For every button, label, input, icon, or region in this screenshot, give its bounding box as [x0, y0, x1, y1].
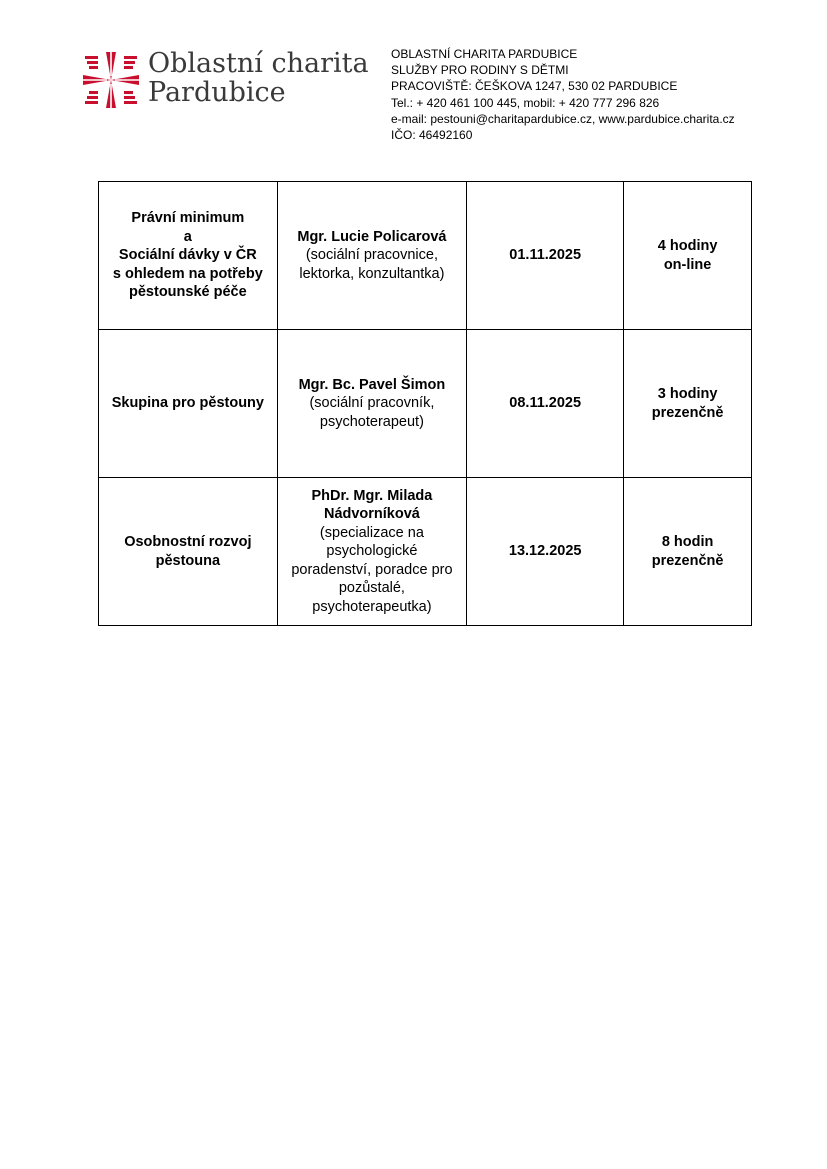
topic-line: Sociální dávky v ČR	[118, 247, 257, 264]
contact-line: PRACOVIŠTĚ: ČEŠKOVA 1247, 530 02 PARDUBICE	[391, 79, 678, 94]
date-cell: 01.11.2025	[467, 182, 624, 330]
topic-line: Právní minimum	[131, 210, 245, 227]
topic-cell	[99, 330, 278, 478]
duration-line: on-line	[663, 256, 712, 273]
lecturer-description: pozůstalé,	[338, 580, 405, 597]
date-cell: 08.11.2025	[467, 330, 624, 478]
org-name-line-1: Oblastní charita	[148, 48, 369, 79]
lecturer-name: Mgr. Bc. Pavel Šimon	[298, 376, 446, 393]
duration-line: 8 hodin	[661, 534, 714, 550]
lecturer-cell	[277, 182, 467, 330]
contact-line: e-mail: pestouni@charitapardubice.cz, www.pardubice.charita.cz	[391, 111, 735, 126]
duration-line: 3 hodiny	[657, 386, 718, 402]
lecturer-description: (sociální pracovník,	[309, 395, 435, 412]
duration-line: prezenčně	[651, 552, 724, 569]
contact-block	[391, 46, 735, 143]
contact-line: IČO: 46492160	[391, 128, 473, 143]
table-row	[99, 478, 752, 626]
table-row	[99, 330, 752, 478]
table-row	[99, 182, 752, 330]
lecturer-description: psychologické	[326, 543, 418, 560]
lecturer-description: poradenství, poradce pro	[291, 561, 453, 578]
topic-cell	[99, 478, 278, 626]
contact-line: OBLASTNÍ CHARITA PARDUBICE	[391, 47, 578, 61]
topic-line: pěstouna	[155, 552, 221, 569]
events-table	[98, 181, 752, 626]
lecturer-name: Mgr. Lucie Policarová	[297, 228, 447, 245]
lecturer-description: (sociální pracovnice,	[305, 247, 438, 264]
topic-cell	[99, 182, 278, 330]
duration-line: prezenčně	[651, 404, 724, 421]
contact-line: Tel.: + 420 461 100 445, mobil: + 420 777 296 826	[391, 95, 660, 110]
duration-cell	[624, 330, 752, 478]
lecturer-description: psychoterapeutka)	[312, 598, 432, 615]
organization-name	[148, 49, 369, 107]
lecturer-cell	[277, 478, 467, 626]
lecturer-name: Nádvorníková	[323, 506, 420, 523]
duration-cell	[624, 182, 752, 330]
lecturer-name: PhDr. Mgr. Milada	[311, 487, 433, 504]
lecturer-description: lektorka, konzultantka)	[299, 265, 445, 282]
lecturer-description: psychoterapeut)	[319, 413, 424, 430]
charita-cross-logo	[81, 50, 141, 110]
topic-line: s ohledem na potřeby	[112, 265, 263, 282]
duration-cell	[624, 478, 752, 626]
topic-line: pěstounské péče	[129, 284, 247, 301]
lecturer-description: (specializace na	[319, 524, 424, 541]
lecturer-cell	[277, 330, 467, 478]
date-cell: 13.12.2025	[467, 478, 624, 626]
topic-line: a	[183, 228, 192, 245]
topic-line: Skupina pro pěstouny	[111, 395, 264, 412]
duration-line: 4 hodiny	[657, 238, 718, 254]
contact-line: SLUŽBY PRO RODINY S DĚTMI	[391, 63, 569, 78]
org-name-line-2: Pardubice	[148, 77, 286, 108]
topic-line: Osobnostní rozvoj	[124, 534, 252, 550]
